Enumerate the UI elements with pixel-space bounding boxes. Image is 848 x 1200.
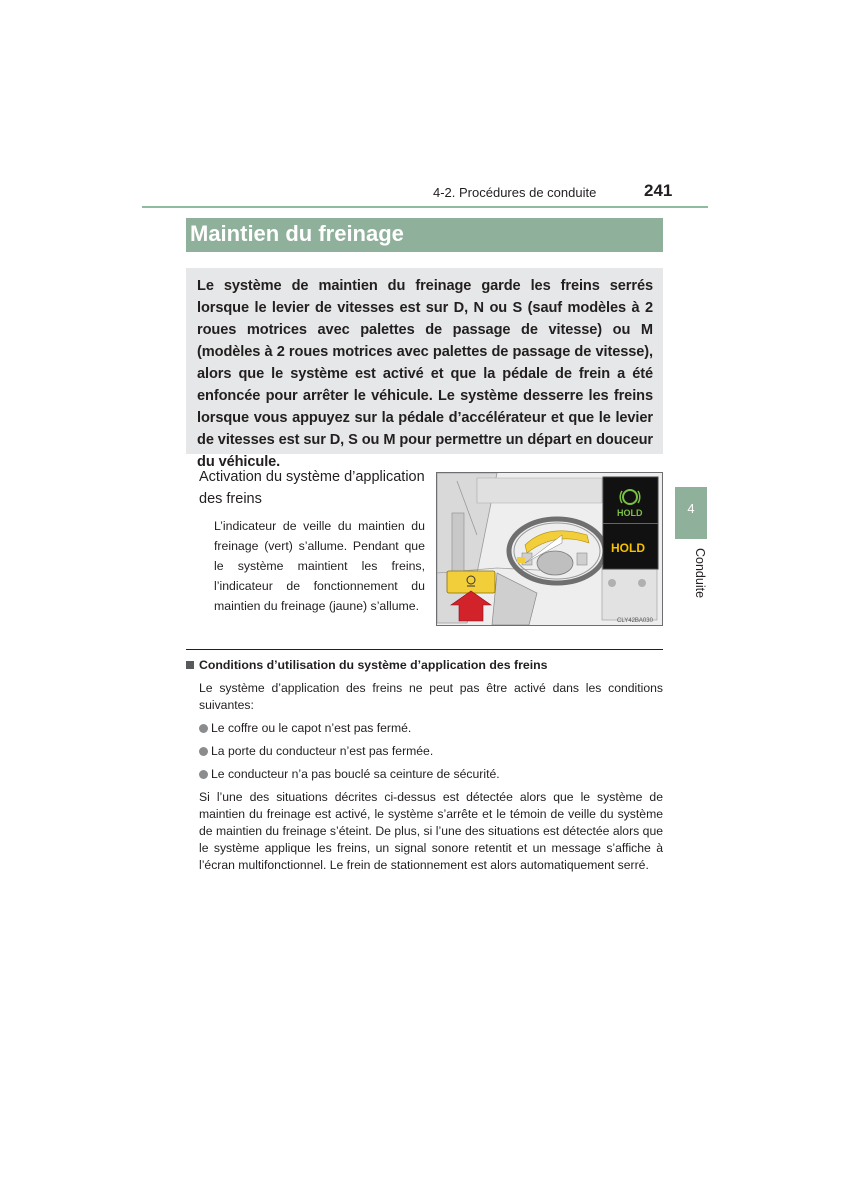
list-item — [199, 766, 663, 783]
brake-hold-illustration — [436, 472, 663, 626]
activation-title: Activation du système d’application des freins — [199, 469, 425, 507]
list-item-text: Le conducteur n’a pas bouclé sa ceinture de sécurité. — [211, 767, 500, 781]
intro-box — [186, 268, 663, 470]
page-number: 241 — [644, 181, 673, 200]
conditions-body — [199, 680, 663, 874]
list-item — [199, 720, 663, 737]
conditions-intro: Le système d’application des freins ne peut pas être activé dans les conditions suivantes: — [199, 681, 663, 712]
header-section-title: 4-2. Procédures de conduite — [433, 185, 597, 200]
bullet-icon — [199, 770, 208, 779]
indicator-green-label: HOLD — [617, 508, 643, 518]
header-divider — [142, 206, 708, 208]
indicator-yellow-label: HOLD — [611, 541, 645, 555]
chapter-tab: 4 — [675, 487, 707, 539]
section-title: Maintien du freinage — [186, 218, 663, 252]
conditions-divider — [186, 649, 663, 650]
list-item-text: Le coffre ou le capot n’est pas fermé. — [211, 721, 412, 735]
conditions-heading — [186, 658, 547, 672]
bullet-icon — [199, 724, 208, 733]
conditions-heading-text: Conditions d’utilisation du système d’application des freins — [199, 658, 548, 672]
intro-text: Le système de maintien du freinage garde les freins serrés lorsque le levier de vitesses est sur D, N ou S (sauf modèles à 2 roues motrices avec palettes de passage de vitesse) ou M (modèles à 2 roues motrices avec palettes de passage de vitesse), alors que le système est activé et que la pédale de frein a été enfoncée pour arrêter le véhicule. Le système desserre les freins lorsque vous appuyez sur la pédale d’accélérateur et que le levier de vitesses est sur D, S ou M pour permettre un départ en douceur du véhicule. — [197, 278, 653, 470]
list-item — [199, 743, 663, 760]
chapter-label: Conduite — [693, 548, 707, 599]
bullet-icon — [199, 747, 208, 756]
conditions-paragraph: Si l’une des situations décrites ci-dessus est détectée alors que le système de maintien du freinage est activé, le système s’arrête et le témoin de veille du système de maintien du freinage s’éteint. De plus, si l’une des situations est détectée alors que le système applique les freins, un signal sonore retentit et un message s’affiche à l’écran multifonctionnel. Le frein de stationnement est alors automatiquement serré. — [199, 790, 663, 872]
dashboard-drawing — [437, 473, 662, 625]
square-bullet-icon — [186, 661, 194, 669]
list-item-text: La porte du conducteur n’est pas fermée. — [211, 744, 434, 758]
activation-description: L’indicateur de veille du maintien du freinage (vert) s’allume. Pendant que le système maintient les freins, l’indicateur de fonctionnement du maintien du freinage (jaune) s’allume. — [214, 519, 425, 613]
illustration-code: CLY42BA030 — [617, 618, 653, 624]
